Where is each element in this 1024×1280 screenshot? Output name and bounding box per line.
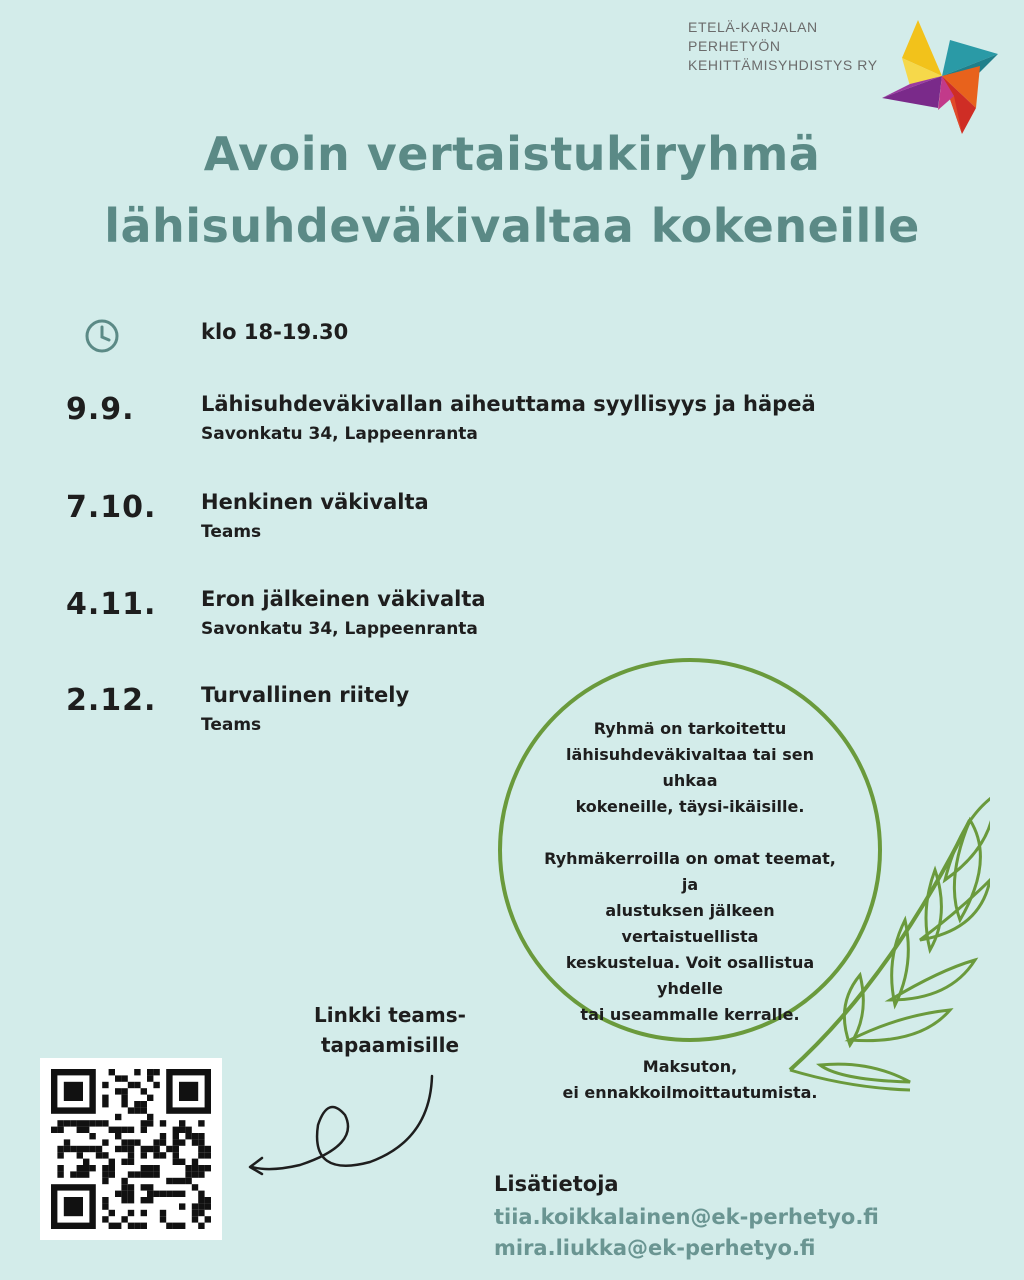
- description-line: ei ennakkoilmoittautumista.: [562, 1083, 818, 1102]
- event-topic: Henkinen väkivalta: [201, 490, 429, 514]
- title-line2: lähisuhdeväkivaltaa kokeneille: [104, 199, 920, 253]
- organization-name: [688, 18, 908, 75]
- description-paragraph-2: [540, 846, 840, 1028]
- organization-name-line1: ETELÄ-KARJALAN PERHETYÖN: [688, 19, 818, 54]
- event-date: 7.10.: [66, 490, 157, 525]
- meeting-time: klo 18-19.30: [201, 320, 349, 344]
- description-paragraph-1: [540, 716, 840, 820]
- contact-email-2[interactable]: mira.liukka@ek-perhetyo.fi: [494, 1236, 816, 1260]
- page-title: [0, 118, 1024, 262]
- description-line: alustuksen jälkeen vertaistuellista: [605, 901, 775, 946]
- group-description: [540, 716, 840, 1132]
- description-line: lähisuhdeväkivaltaa tai sen uhkaa: [566, 745, 814, 790]
- description-line: kokeneille, täysi-ikäisille.: [575, 797, 805, 816]
- event-place: Teams: [201, 715, 262, 735]
- event-place: Savonkatu 34, Lappeenranta: [201, 424, 478, 444]
- title-line1: Avoin vertaistukiryhmä: [203, 127, 821, 181]
- qr-label: [280, 1000, 500, 1060]
- event-place: Teams: [201, 522, 262, 542]
- event-date: 2.12.: [66, 683, 157, 718]
- description-line: keskustelua. Voit osallistua yhdelle: [565, 953, 815, 998]
- clock-icon: [84, 318, 120, 354]
- description-line: tai useammalle kerralle.: [580, 1005, 800, 1024]
- teams-qr-code[interactable]: [40, 1058, 222, 1240]
- description-line: Ryhmä on tarkoitettu: [593, 719, 787, 738]
- event-topic: Eron jälkeinen väkivalta: [201, 587, 486, 611]
- organization-name-line2: KEHITTÄMISYHDISTYS RY: [688, 57, 878, 73]
- qr-code-icon: [40, 1058, 222, 1240]
- contact-heading: Lisätietoja: [494, 1172, 619, 1196]
- event-date: 9.9.: [66, 392, 135, 427]
- qr-label-line1: Linkki teams-: [314, 1003, 466, 1027]
- contact-email-1[interactable]: tiia.koikkalainen@ek-perhetyo.fi: [494, 1205, 879, 1229]
- event-date: 4.11.: [66, 587, 157, 622]
- description-line: Ryhmäkerroilla on omat teemat, ja: [544, 849, 836, 894]
- description-paragraph-3: [540, 1054, 840, 1106]
- qr-label-line2: tapaamisille: [320, 1033, 460, 1057]
- event-topic: Lähisuhdeväkivallan aiheuttama syyllisyys ja häpeä: [201, 392, 816, 416]
- event-topic: Turvallinen riitely: [201, 683, 410, 707]
- event-place: Savonkatu 34, Lappeenranta: [201, 619, 478, 639]
- curly-arrow-icon: [240, 1070, 440, 1180]
- description-line: Maksuton,: [642, 1057, 738, 1076]
